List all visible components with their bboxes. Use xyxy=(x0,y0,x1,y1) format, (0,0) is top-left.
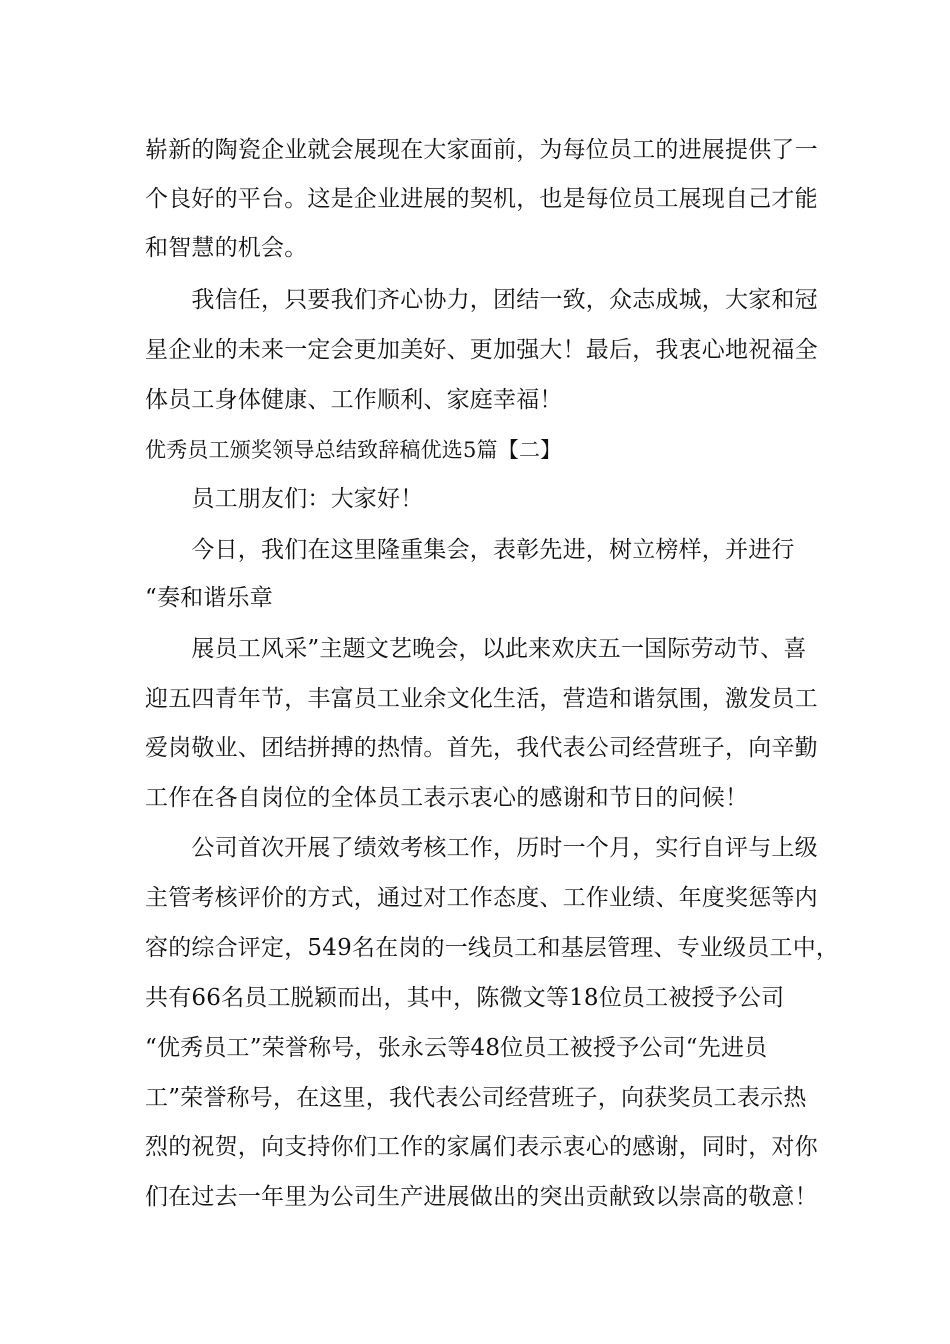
body-line: “奏和谐乐章 xyxy=(145,585,273,611)
body-line: 我信任，只要我们齐心协力，团结一致，众志成城，大家和冠 xyxy=(145,287,818,313)
body-line: 个良好的平台。这是企业进展的契机，也是每位员工展现自己才能 xyxy=(145,186,818,212)
body-line: 主管考核评价的方式，通过对工作态度、工作业绩、年度奖惩等内 xyxy=(145,885,818,911)
body-line: 展员工风采”主题文艺晚会，以此来欢庆五一国际劳动节、喜 xyxy=(145,636,807,662)
body-line: 容的综合评定，549名在岗的一线员工和基层管理、专业级员工中， xyxy=(145,935,840,961)
body-line: 和智慧的机会。 xyxy=(145,235,308,261)
greeting-line: 员工朋友们：大家好！ xyxy=(145,486,424,512)
body-line: 工”荣誉称号，在这里，我代表公司经营班子，向获奖员工表示热 xyxy=(145,1085,807,1111)
body-line: 工作在各自岗位的全体员工表示衷心的感谢和节日的问候！ xyxy=(145,785,749,811)
body-line: 共有66名员工脱颖而出，其中，陈微文等18位员工被授予公司 xyxy=(145,985,785,1011)
body-line: “优秀员工”荣誉称号，张永云等48位员工被授予公司“先进员 xyxy=(145,1035,768,1061)
body-line: 们在过去一年里为公司生产进展做出的突出贡献致以崇高的敬意！ xyxy=(145,1184,818,1210)
body-line: 公司首次开展了绩效考核工作，历时一个月，实行自评与上级 xyxy=(145,835,818,861)
body-line: 崭新的陶瓷企业就会展现在大家面前，为每位员工的进展提供了一 xyxy=(145,137,818,163)
body-line: 星企业的未来一定会更加美好、更加强大！最后，我衷心地祝福全 xyxy=(145,337,818,363)
body-line: 今日，我们在这里隆重集会，表彰先进，树立榜样，并进行 xyxy=(145,537,795,563)
body-line: 迎五四青年节，丰富员工业余文化生活，营造和谐氛围，激发员工 xyxy=(145,686,818,712)
body-line: 体员工身体健康、工作顺利、家庭幸福！ xyxy=(145,387,563,413)
body-line: 烈的祝贺，向支持你们工作的家属们表示衷心的感谢，同时，对你 xyxy=(145,1134,818,1160)
body-line: 爱岗敬业、团结拼搏的热情。首先，我代表公司经营班子，向辛勤 xyxy=(145,735,818,761)
section-heading: 优秀员工颁奖领导总结致辞稿优选5篇【二】 xyxy=(145,438,562,462)
